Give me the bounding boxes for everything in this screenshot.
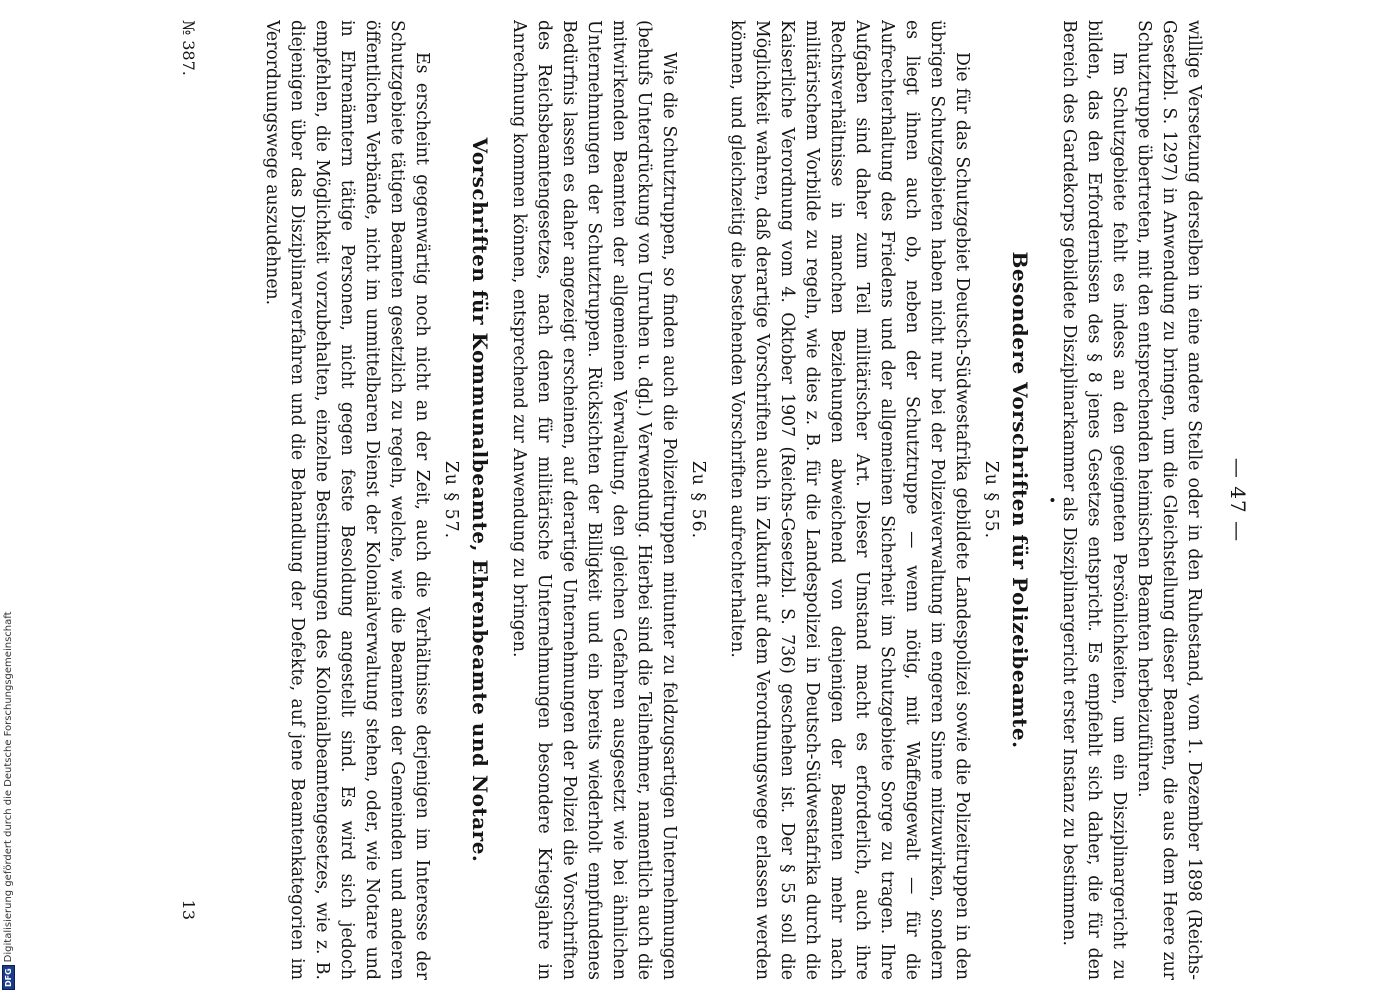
paragraph-55: Die für das Schutzgebiet Deutsch-Südwestafrika gebildete Landespolizei sowie die Polizeitruppen in den übrigen Schutzgebieten haben nicht nur bei der Polizeiverwaltung im engeren Sinne mitzuwirken, sondern es liegt ihnen auch ob, neben der Schutztruppe — wenn nötig, mit Waffengewalt — für die Aufrechterhaltung des Friedens und der allgemeinen Sicherheit im Schutzgebiete Sorge zu tragen. Ihre Aufgaben sind daher zum Teil militärischer Art. Dieser Umstand macht es erforderlich, auch ihre Rechtsverhältnisse in manchen Beziehungen abweichend von denjenigen der Beamten mehr nach militärischem Vorbilde zu regeln, wie dies z. B. für die Landespolizei in Deutsch-Südwestafrika durch die Kaiserliche Verordnung vom 4. Oktober 1907 (Reichs-Gesetzbl. S. 736) geschehen ist. Der § 55 soll die Möglichkeit wahren, daß derartige Vorschriften auch in Zukunft auf dem Verordnungswege erlassen werden können, und gleichzeitig die bestehenden Vorschriften aufrechterhalten. <box>727 20 972 980</box>
scanned-page <box>160 20 1250 980</box>
page-header <box>1210 20 1250 980</box>
page-footer <box>168 20 198 980</box>
watermark-text: Digitalisierung gefördert durch die Deutsche Forschungsgemeinschaft <box>3 611 14 963</box>
footer-sheet-number: 13 <box>179 899 198 920</box>
paragraph-disziplinar: Im Schutzgebiete fehlt es indess an den geeigneten Persönlichkeiten, um ein Disziplinargericht zu bilden, das den Erfordernissen des § 8 jenes Gesetzes entspricht. Es empfiehlt sich daher, die für den Bereich des Gardekorps gebildete Disziplinarkammer als Disziplinargericht erster Instanz zu bestimmen. <box>1059 20 1129 980</box>
section-zu-56: Zu § 56. <box>688 460 708 540</box>
section-title-polizeibeamte: Besondere Vorschriften für Polizeibeamte. <box>1008 251 1032 749</box>
dfg-logo-icon: DFG <box>2 965 15 990</box>
digitization-watermark <box>2 606 15 990</box>
page-number: — 47 — <box>1226 457 1250 543</box>
paragraph-56: Wie die Schutztruppen, so finden auch die Polizeitruppen mitunter zu feldzugsartigen Unternehmungen (behufs Unterdrückung von Unruhen u. dgl.) Verwendung. Hierbei sind die Teilnehmer, namentlich auch die mitwirkenden Beamten der allgemeinen Verwaltung, den gleichen Gefahren ausgesetzt wie bei ähnlichen Unternehmungen der Schutztruppen. Rücksichten der Billigkeit und ein bereits wiederholt empfundenes Bedürfnis lassen es daher angezeigt erscheinen, auf derartige Unternehmungen der Polizei die Vorschriften des Reichsbeamtengesetzes, nach denen für militärische Unternehmungen besondere Kriegsjahre in Anrechnung kommen können, entsprechend zur Anwendung zu bringen. <box>509 20 679 980</box>
page-content-rotated <box>160 20 1250 980</box>
footer-signature: № 387. <box>179 20 198 76</box>
paragraph-57: Es erscheint gegenwärtig noch nicht an der Zeit, auch die Verhältnisse derjenigen im Interesse der Schutzgebiete tätigen Beamten gesetzlich zu regeln, welche, wie die Beamten der Gemeinden und anderen öffentlichen Verbände, nicht im unmittelbaren Dienst der Kolonialverwaltung stehen, oder, wie Notare und in Ehrenämtern tätige Personen, nicht gegen feste Besoldung angestellt sind. Es wird sich jedoch empfehlen, die Möglichkeit vorzubehalten, einzelne Bestimmungen des Kolonialbeamtengesetzes, wie z. B. diejenigen über das Disziplinarverfahren und die Behandlung der Defekte, auf jene Beamtenkategorien im Verordnungswege auszudehnen. <box>262 20 432 980</box>
page-body <box>259 20 1206 980</box>
section-title-kommunalbeamte: Vorschriften für Kommunalbeamte, Ehrenbeamte und Notare. <box>468 137 492 863</box>
section-zu-57: Zu § 57. <box>441 460 461 540</box>
separator-dot: • <box>1043 495 1059 505</box>
section-zu-55: Zu § 55. <box>981 460 1001 540</box>
paragraph-continuation: willige Versetzung derselben in eine andere Stelle oder in den Ruhestand, vom 1. Dezember 1898 (Reichs-Gesetzbl. S. 1297) in Anwendung zu bringen, um die Gleichstellung dieser Beamten, die aus dem Heere zur Schutztruppe übertreten, mit den entsprechenden heimischen Beamten herbeizuführen. <box>1134 20 1204 980</box>
